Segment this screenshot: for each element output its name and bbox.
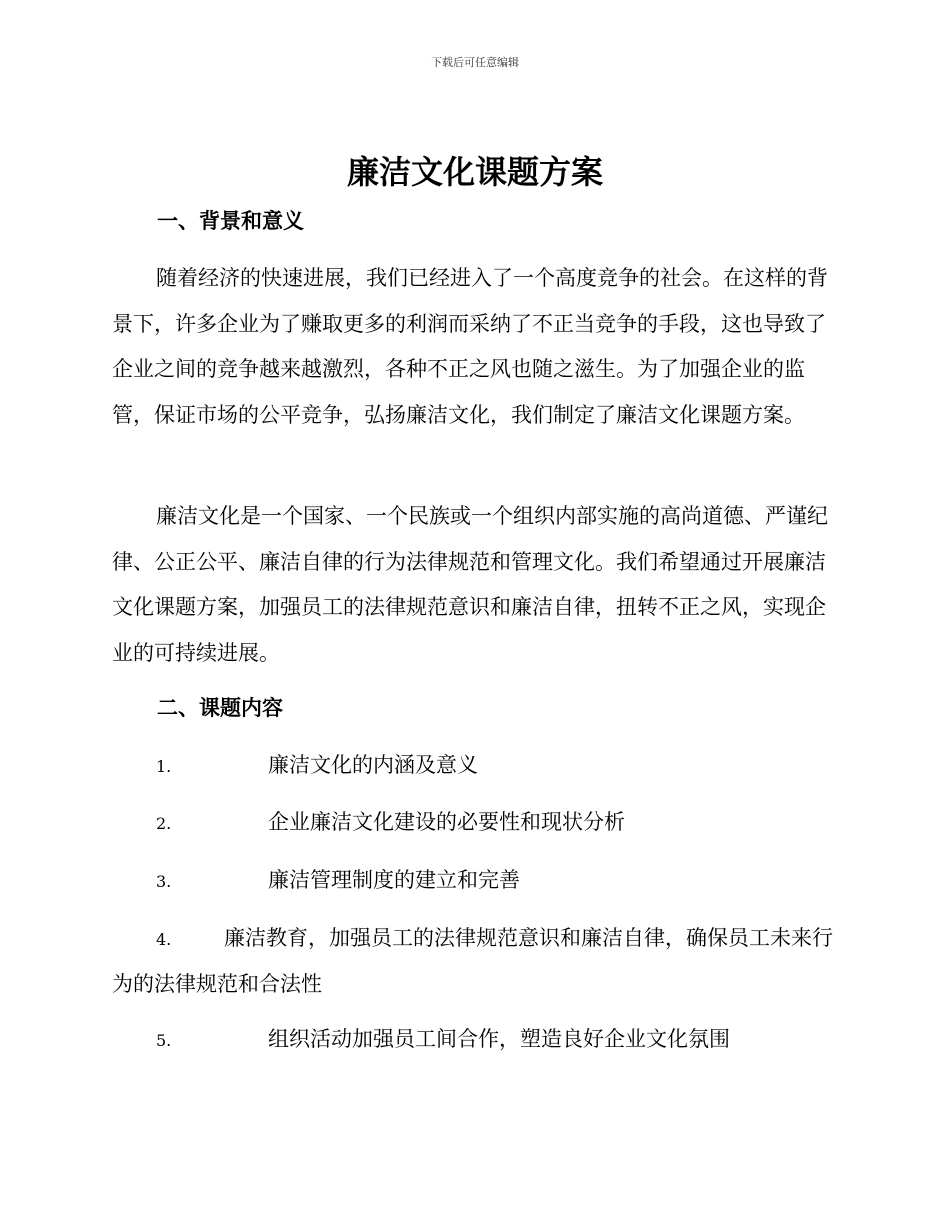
list-item [112, 800, 834, 846]
document-title: 廉洁文化课题方案 [346, 153, 603, 191]
list-item [112, 916, 834, 1007]
list-item-number: 3. [156, 872, 172, 891]
section-heading-background: 一、背景和意义 [157, 209, 304, 233]
list-item-text: 企业廉洁文化建设的必要性和现状分析 [268, 810, 625, 834]
list-item-text: 廉洁教育，加强员工的法律规范意识和廉洁自律，确保员工未来行为的法律规范和合法性 [112, 926, 833, 996]
paragraph-background: 随着经济的快速进展，我们已经进入了一个高度竞争的社会。在这样的背景下，许多企业为了赚取更多的利润而采纳了不正当竞争的手段，这也导致了企业之间的竞争越来越激烈，各种不正之风也随之滋生。为了加强企业的监管，保证市场的公平竞争，弘扬廉洁文化，我们制定了廉洁文化课题方案。 [112, 266, 828, 427]
list-item-text: 廉洁文化的内涵及意义 [268, 753, 478, 777]
list-item [112, 1017, 834, 1063]
section-heading-content: 二、课题内容 [157, 696, 283, 720]
list-item-number: 5. [156, 1031, 172, 1050]
list-item-text: 组织活动加强员工间合作，塑造良好企业文化氛围 [268, 1027, 730, 1051]
list-item-number: 1. [156, 757, 172, 776]
list-item [112, 743, 834, 789]
list-item-text: 廉洁管理制度的建立和完善 [268, 868, 520, 892]
list-item [112, 858, 834, 904]
paragraph-integrity-culture: 廉洁文化是一个国家、一个民族或一个组织内部实施的高尚道德、严谨纪律、公正公平、廉洁自律的行为法律规范和管理文化。我们希望通过开展廉洁文化课题方案，加强员工的法律规范意识和廉洁自律，扭转不正之风，实现企业的可持续进展。 [112, 504, 828, 665]
page-header: 下载后可任意编辑 [431, 56, 519, 69]
list-item-number: 4. [156, 930, 172, 949]
list-item-number: 2. [156, 814, 172, 833]
